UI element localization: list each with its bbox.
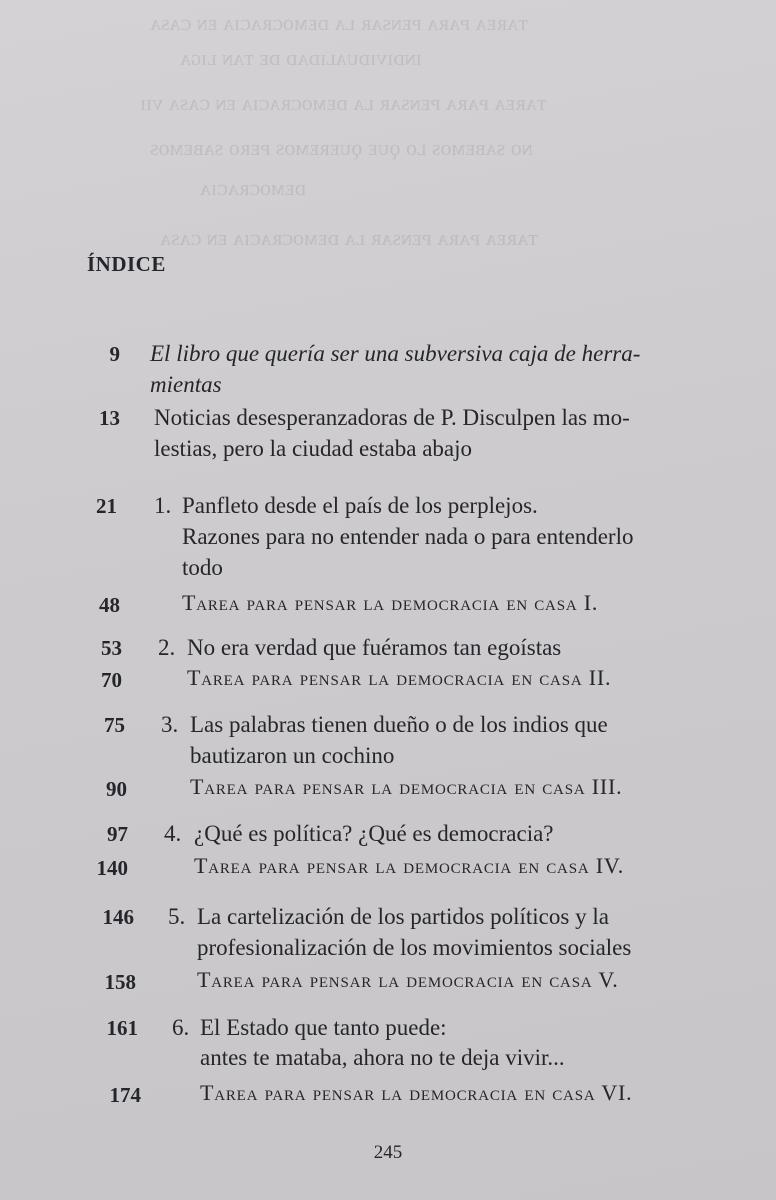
page-number: 48 [99,593,120,617]
entry-title-line: La cartelización de los partidos políticos y la [197,904,609,929]
page-number: 53 [101,636,122,660]
task-title: Tarea para pensar la democracia en casa I. [182,590,599,615]
page-number: 9 [109,342,120,366]
chapter-number: 2. [158,635,176,660]
page-number: 174 [109,1083,141,1107]
page-number: 90 [106,777,127,801]
chapter-number: 3. [161,712,179,737]
page-number: 70 [101,668,122,692]
task-title: Tarea para pensar la democracia en casa III. [190,774,623,799]
page-number: 75 [104,713,125,737]
page-number: 146 [102,905,134,929]
task-title: Tarea para pensar la democracia en casa V. [197,967,619,992]
entry-title-line: No era verdad que fuéramos tan egoístas [187,635,562,660]
entry-title-line: Panfleto desde el país de los perplejos. [182,493,538,518]
page-number: 161 [106,1016,138,1040]
entry-title-line: Las palabras tienen dueño o de los indios que [190,712,608,737]
page-number: 140 [96,856,128,880]
task-title: Tarea para pensar la democracia en casa II. [187,665,612,690]
chapter-number: 4. [164,821,182,846]
entry-title-line: Razones para no entender nada o para entenderlo [182,524,634,549]
entry-title-line: antes te mataba, ahora no te deja vivir... [200,1045,565,1070]
index-heading: ÍNDICE [87,252,166,276]
page-number: 13 [99,406,120,430]
entry-title-line: todo [182,555,223,580]
entry-title-line: mientas [150,372,222,397]
page-number: 158 [104,970,136,994]
entry-title-line: Noticias desesperanzadoras de P. Disculpen las mo- [154,405,630,430]
bleed-through-text: ᴛᴀʀᴇᴀ ᴘᴀʀᴀ ᴘᴇɴsᴀʀ ʟᴀ ᴅᴇᴍᴏᴄʀᴀᴄɪᴀ ᴇɴ ᴄᴀsᴀ ɪɴᴅɪᴠɪᴅᴜᴀʟɪᴅᴀᴅ ᴅᴇ ᴛᴀɴ ʟɪɢᴀ ᴛᴀʀᴇᴀ ᴘᴀʀᴀ ᴘᴇɴsᴀʀ ʟᴀ ᴅᴇᴍᴏᴄʀᴀᴄɪᴀ ᴇɴ ᴄᴀsᴀ ᴠɪɪ ɴᴏ sᴀʙᴇᴍᴏs ʟᴏ ǫᴜᴇ ǫᴜᴇʀᴇᴍᴏs ᴘᴇʀᴏ sᴀʙᴇᴍᴏs ᴅᴇᴍᴏᴄʀᴀᴄɪᴀ ᴛᴀʀᴇᴀ ᴘᴀʀᴀ ᴘᴇɴsᴀʀ ʟᴀ ᴅᴇᴍᴏᴄʀᴀᴄɪᴀ ᴇɴ ᴄᴀsᴀ [140,10,547,250]
entry-title-line: El libro que quería ser una subversiva caja de herra- [150,341,641,366]
entry-title-line: lestias, pero la ciudad estaba abajo [154,436,473,461]
entry-title-line: El Estado que tanto puede: [200,1015,447,1040]
task-title: Tarea para pensar la democracia en casa IV. [194,853,625,878]
chapter-number: 5. [168,904,186,929]
chapter-number: 1. [154,493,172,518]
chapter-number: 6. [172,1015,190,1040]
entry-title-line: bautizaron un cochino [190,743,395,768]
entry-title-line: profesionalización de los movimientos sociales [197,935,632,960]
page-number: 21 [96,494,117,518]
entry-title-line: ¿Qué es política? ¿Qué es democracia? [194,821,554,846]
page-number: 97 [107,822,128,846]
task-title: Tarea para pensar la democracia en casa VI. [200,1080,633,1105]
folio-page-number: 245 [373,1142,403,1163]
